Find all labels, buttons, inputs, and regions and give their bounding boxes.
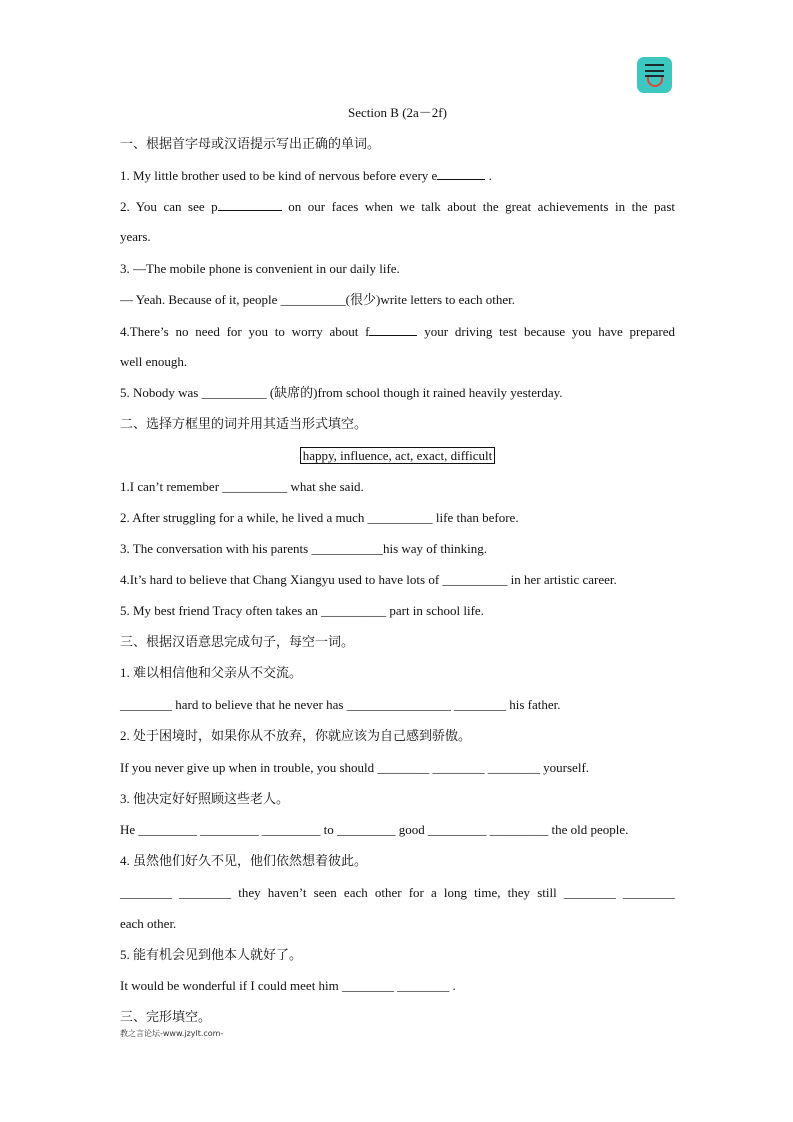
part3-q3-cn: 3. 他决定好好照顾这些老人。 xyxy=(120,791,290,806)
part3-q2-en: If you never give up when in trouble, you should ________ ________ ________ yourself. xyxy=(120,760,590,775)
part3-q1-cn: 1. 难以相信他和父亲从不交流。 xyxy=(120,665,303,680)
part2-q2: 2. After struggling for a while, he lived a much __________ life than before. xyxy=(120,510,519,525)
part3-q5-cn: 5. 能有机会见到他本人就好了。 xyxy=(120,947,303,962)
part1-q5: 5. Nobody was __________ (缺席的)from school though it rained heavily yesterday. xyxy=(120,385,563,400)
part1-q3-line1: 3. —The mobile phone is convenient in our daily life. xyxy=(120,261,400,276)
part3-q4-en: ________ ________ they haven’t seen each other for a long time, they still ________ ________ xyxy=(120,885,675,900)
part3-heading: 三、根据汉语意思完成句子，每空一词。 xyxy=(120,634,355,649)
part3-q3-en: He _________ _________ _________ to _________ good _________ _________ the old people. xyxy=(120,822,629,837)
part3-q2-cn: 2. 处于困境时，如果你从不放弃，你就应该为自己感到骄傲。 xyxy=(120,728,472,743)
part4-heading: 三、完形填空。 xyxy=(120,1009,212,1024)
part2-q5: 5. My best friend Tracy often takes an __________ part in school life. xyxy=(120,603,484,618)
page-title: Section B (2a－2f) xyxy=(348,105,447,120)
part3-q5-en: It would be wonderful if I could meet him ________ ________ . xyxy=(120,978,456,993)
part3-q4-cn: 4. 虽然他们好久不见，他们依然想着彼此。 xyxy=(120,853,368,868)
part3-q1-en: ________ hard to believe that he never has ________________ ________ his father. xyxy=(120,697,561,712)
part2-q3: 3. The conversation with his parents ___________his way of thinking. xyxy=(120,541,487,556)
part1-q4-cont: well enough. xyxy=(120,354,188,369)
part1-q1: 1. My little brother used to be kind of nervous before every e . xyxy=(120,168,492,183)
logo-icon xyxy=(637,57,672,93)
footer-text: 教之言论坛-www.jzylt.com- xyxy=(120,1029,224,1038)
part3-q4-cont: each other. xyxy=(120,916,177,931)
part1-heading: 一、根据首字母或汉语提示写出正确的单词。 xyxy=(120,136,381,151)
part2-q1: 1.I can’t remember __________ what she said. xyxy=(120,479,364,494)
part1-q3-line2: — Yeah. Because of it, people __________(很少)write letters to each other. xyxy=(120,292,515,307)
part1-q2-cont: years. xyxy=(120,229,151,244)
part1-q2: 2. You can see p on our faces when we talk about the great achievements in the past xyxy=(120,199,675,214)
part1-q4: 4.There’s no need for you to worry about f your driving test because you have prepared xyxy=(120,324,675,339)
word-box: happy, influence, act, exact, difficult xyxy=(300,447,496,464)
part2-heading: 二、选择方框里的词并用其适当形式填空。 xyxy=(120,416,368,431)
part2-q4: 4.It’s hard to believe that Chang Xiangyu used to have lots of __________ in her artistic career. xyxy=(120,572,617,587)
